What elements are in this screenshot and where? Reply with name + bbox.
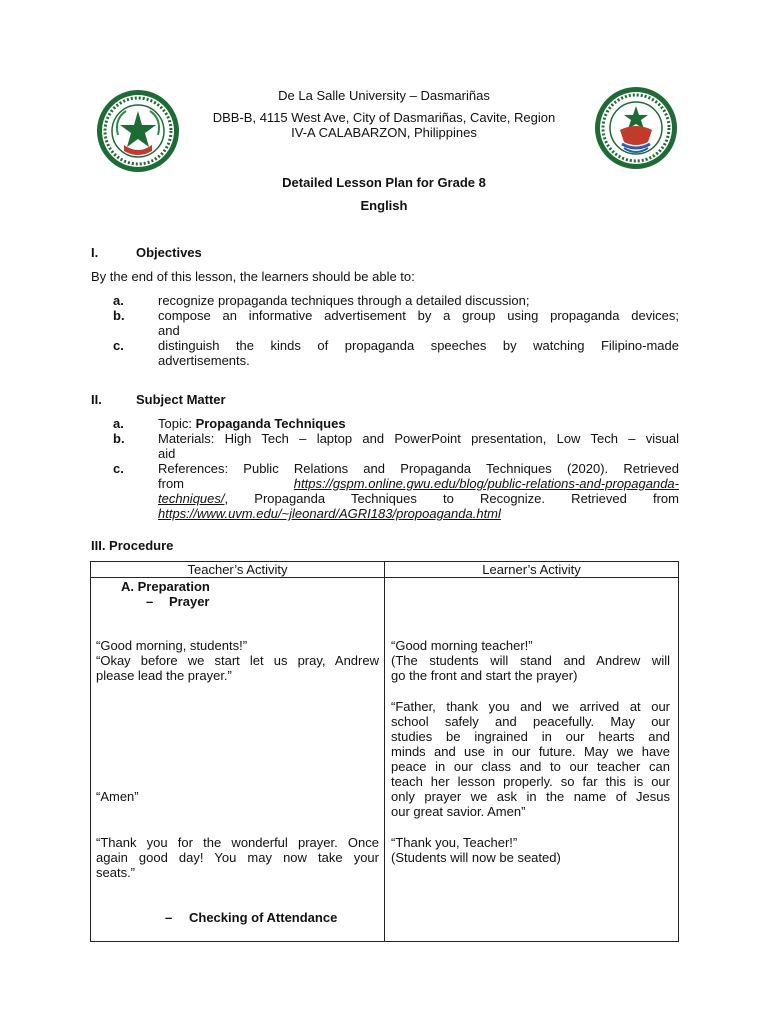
references-line-2 bbox=[158, 476, 679, 491]
dlsu-seal-logo bbox=[96, 89, 180, 173]
list-letter: c. bbox=[113, 461, 124, 476]
references-text: References: Public Relations and Propaganda Techniques (2020). Retrieved bbox=[158, 461, 679, 476]
topic-value: Propaganda Techniques bbox=[195, 416, 346, 431]
reference-link-gwu-cont[interactable]: techniques/ bbox=[158, 491, 225, 506]
learner-prayer: “Father, thank you and we arrived at our school safely and peacefully. May our studies be ingrained in our hearts and minds and use in our future. May we have peace in our class and to our teacher can teach her lesson properly. so far this is our only prayer we ask in the name of Jesus our great savior. Amen” bbox=[391, 699, 670, 819]
objectives-heading bbox=[91, 245, 202, 260]
reference-link-uvm[interactable]: https://www.uvm.edu/~jleonard/AGRI183/propoaganda.html bbox=[158, 506, 501, 521]
list-item bbox=[113, 431, 679, 461]
list-text: distinguish the kinds of propaganda speeches by watching Filipino-made bbox=[158, 338, 679, 353]
list-text: compose an informative advertisement by a group using propaganda devices; bbox=[158, 308, 679, 323]
list-letter: a. bbox=[113, 416, 124, 431]
attendance-subtitle: – Checking of Attendance bbox=[165, 910, 338, 925]
teacher-activity-cell bbox=[91, 578, 385, 942]
address-line-1: DBB-B, 4115 West Ave, City of Dasmariñas, Cavite, Region bbox=[212, 110, 556, 125]
list-item bbox=[113, 308, 679, 338]
materials-text: aid bbox=[158, 446, 176, 461]
references-mid: , Propaganda Techniques to Recognize. Retrieved from bbox=[224, 491, 679, 506]
objectives-intro: By the end of this lesson, the learners should be able to: bbox=[91, 269, 415, 284]
document-subject: English bbox=[360, 198, 408, 213]
section-title: Subject Matter bbox=[136, 392, 226, 407]
procedure-table bbox=[90, 561, 679, 942]
list-text: recognize propaganda techniques through a detailed discussion; bbox=[158, 293, 530, 308]
learner-activity-header: Learner’s Activity bbox=[385, 562, 679, 578]
college-seal-logo bbox=[594, 86, 678, 170]
section-title: Objectives bbox=[136, 245, 202, 260]
list-letter: b. bbox=[113, 431, 125, 446]
preparation-title: A. Preparation bbox=[121, 579, 210, 594]
teacher-thanks: “Thank you for the wonderful prayer. Once again good day! You may now take your seats.” bbox=[96, 835, 379, 880]
list-item bbox=[113, 416, 679, 431]
learner-greeting: “Good morning teacher!” (The students will stand and Andrew will go the front and start the prayer) bbox=[391, 638, 670, 683]
university-name: De La Salle University – Dasmariñas bbox=[278, 88, 490, 103]
teacher-greeting: “Good morning, students!” “Okay before we start let us pray, Andrew please lead the prayer.” bbox=[96, 638, 379, 683]
reference-link-gwu[interactable]: https://gspm.online.gwu.edu/blog/public-relations-and-propaganda- bbox=[293, 476, 679, 491]
list-letter: a. bbox=[113, 293, 124, 308]
section-number: II. bbox=[91, 392, 102, 407]
list-text: and bbox=[158, 323, 180, 338]
learner-activity-cell bbox=[385, 578, 679, 942]
topic-label: Topic: bbox=[158, 416, 196, 431]
list-item bbox=[113, 293, 679, 308]
subject-matter-list bbox=[113, 416, 679, 521]
list-letter: c. bbox=[113, 338, 124, 353]
objectives-list bbox=[113, 293, 679, 368]
section-number: I. bbox=[91, 245, 99, 260]
document-title: Detailed Lesson Plan for Grade 8 bbox=[282, 175, 486, 190]
learner-thanks: “Thank you, Teacher!” (Students will now be seated) bbox=[391, 835, 561, 865]
references-line-4 bbox=[158, 506, 679, 521]
preparation-block bbox=[121, 579, 210, 609]
list-letter: b. bbox=[113, 308, 125, 323]
list-item bbox=[113, 338, 679, 368]
teacher-amen: “Amen” bbox=[96, 789, 139, 804]
prayer-subtitle: – Prayer bbox=[146, 594, 210, 609]
procedure-heading: III. Procedure bbox=[91, 538, 174, 553]
references-line-3 bbox=[158, 491, 679, 506]
list-text: advertisements. bbox=[158, 353, 250, 368]
list-item bbox=[113, 461, 679, 521]
subject-matter-heading bbox=[91, 392, 226, 407]
materials-text: Materials: High Tech – laptop and PowerPoint presentation, Low Tech – visual bbox=[158, 431, 679, 446]
references-from: from bbox=[158, 476, 184, 491]
teacher-activity-header: Teacher’s Activity bbox=[91, 562, 385, 578]
address-line-2: IV-A CALABARZON, Philippines bbox=[291, 125, 477, 140]
university-address bbox=[180, 110, 588, 140]
